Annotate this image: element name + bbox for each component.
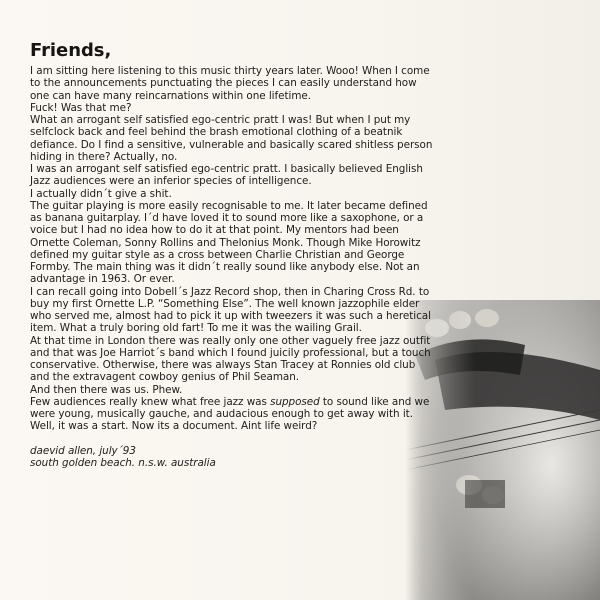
- paragraph-free-jazz: [30, 396, 434, 421]
- text-run: to sound like and we were young, musically gauche, and audacious enough to get away with it.: [30, 395, 430, 420]
- paragraph: What an arrogant self satisfied ego-centric pratt I was! But when I put my selfclock back and feel behind the brash emotional clothing of a beatnik defiance. Do I find a sensitive, vulnerable and basically scared shitless person hiding in there? Actually, no.: [30, 114, 433, 163]
- paragraph: Fuck! Was that me?: [30, 101, 132, 114]
- signature-block: [30, 445, 434, 470]
- letter-body: [30, 40, 434, 469]
- paragraph: I was an arrogant self satisfied ego-centric pratt. I basically believed English Jazz audiences were an inferior species of intelligence.: [30, 163, 423, 188]
- paragraph: The guitar playing is more easily recognisable to me. It later became defined as banana guitarplay. I´d have loved it to sound more like a saxophone, or a voice but I had no idea how to do it at that point. My mentors had been Ornette Coleman, Sonny Rollins and Thelonius Monk. Though Mike Horowitz defined my guitar style as a cross between Charlie Christian and George Formby. The main thing was it didn´t really sound like anybody else. Not an advantage in 1963. Or ever.: [30, 199, 428, 286]
- guitar-headstock-photo: [405, 300, 600, 600]
- signature-name-date: daevid allen, july´93: [30, 444, 136, 457]
- emphasis-supposed: supposed: [270, 395, 320, 408]
- paragraph: I actually didn´t give a shit.: [30, 187, 172, 200]
- paragraph: At that time in London there was really only one other vaguely free jazz outfit and that was Joe Harriot´s band which I found juicily professional, but a touch conservative. Otherwise, there was always Stan Tracey at Ronnies old club and the extravagent cowboy genius of Phil Seaman.: [30, 334, 431, 384]
- text-run: Few audiences really knew what free jazz was: [30, 395, 271, 408]
- paragraph: And then there was us. Phew.: [30, 383, 183, 396]
- paragraph: I am sitting here listening to this music thirty years later. Wooo! When I come to the announcements punctuating the pieces I can easily understand how one can have many reincarnations within one lifetime.: [30, 65, 430, 102]
- paragraph: I can recall going into Dobell´s Jazz Record shop, then in Charing Cross Rd. to buy my first Ornette L.P. “Something Else”. The well known jazzophile elder who served me, almost had to pick it up with tweezers it was such a heretical item. What a truly boring old fart! To me it was the wailing Grail.: [30, 285, 431, 335]
- closing-line: Well, it was a start. Now its a document. Aint life weird?: [30, 420, 318, 433]
- signature-location: south golden beach. n.s.w. australia: [30, 456, 216, 469]
- letter-title: Friends,: [30, 40, 112, 61]
